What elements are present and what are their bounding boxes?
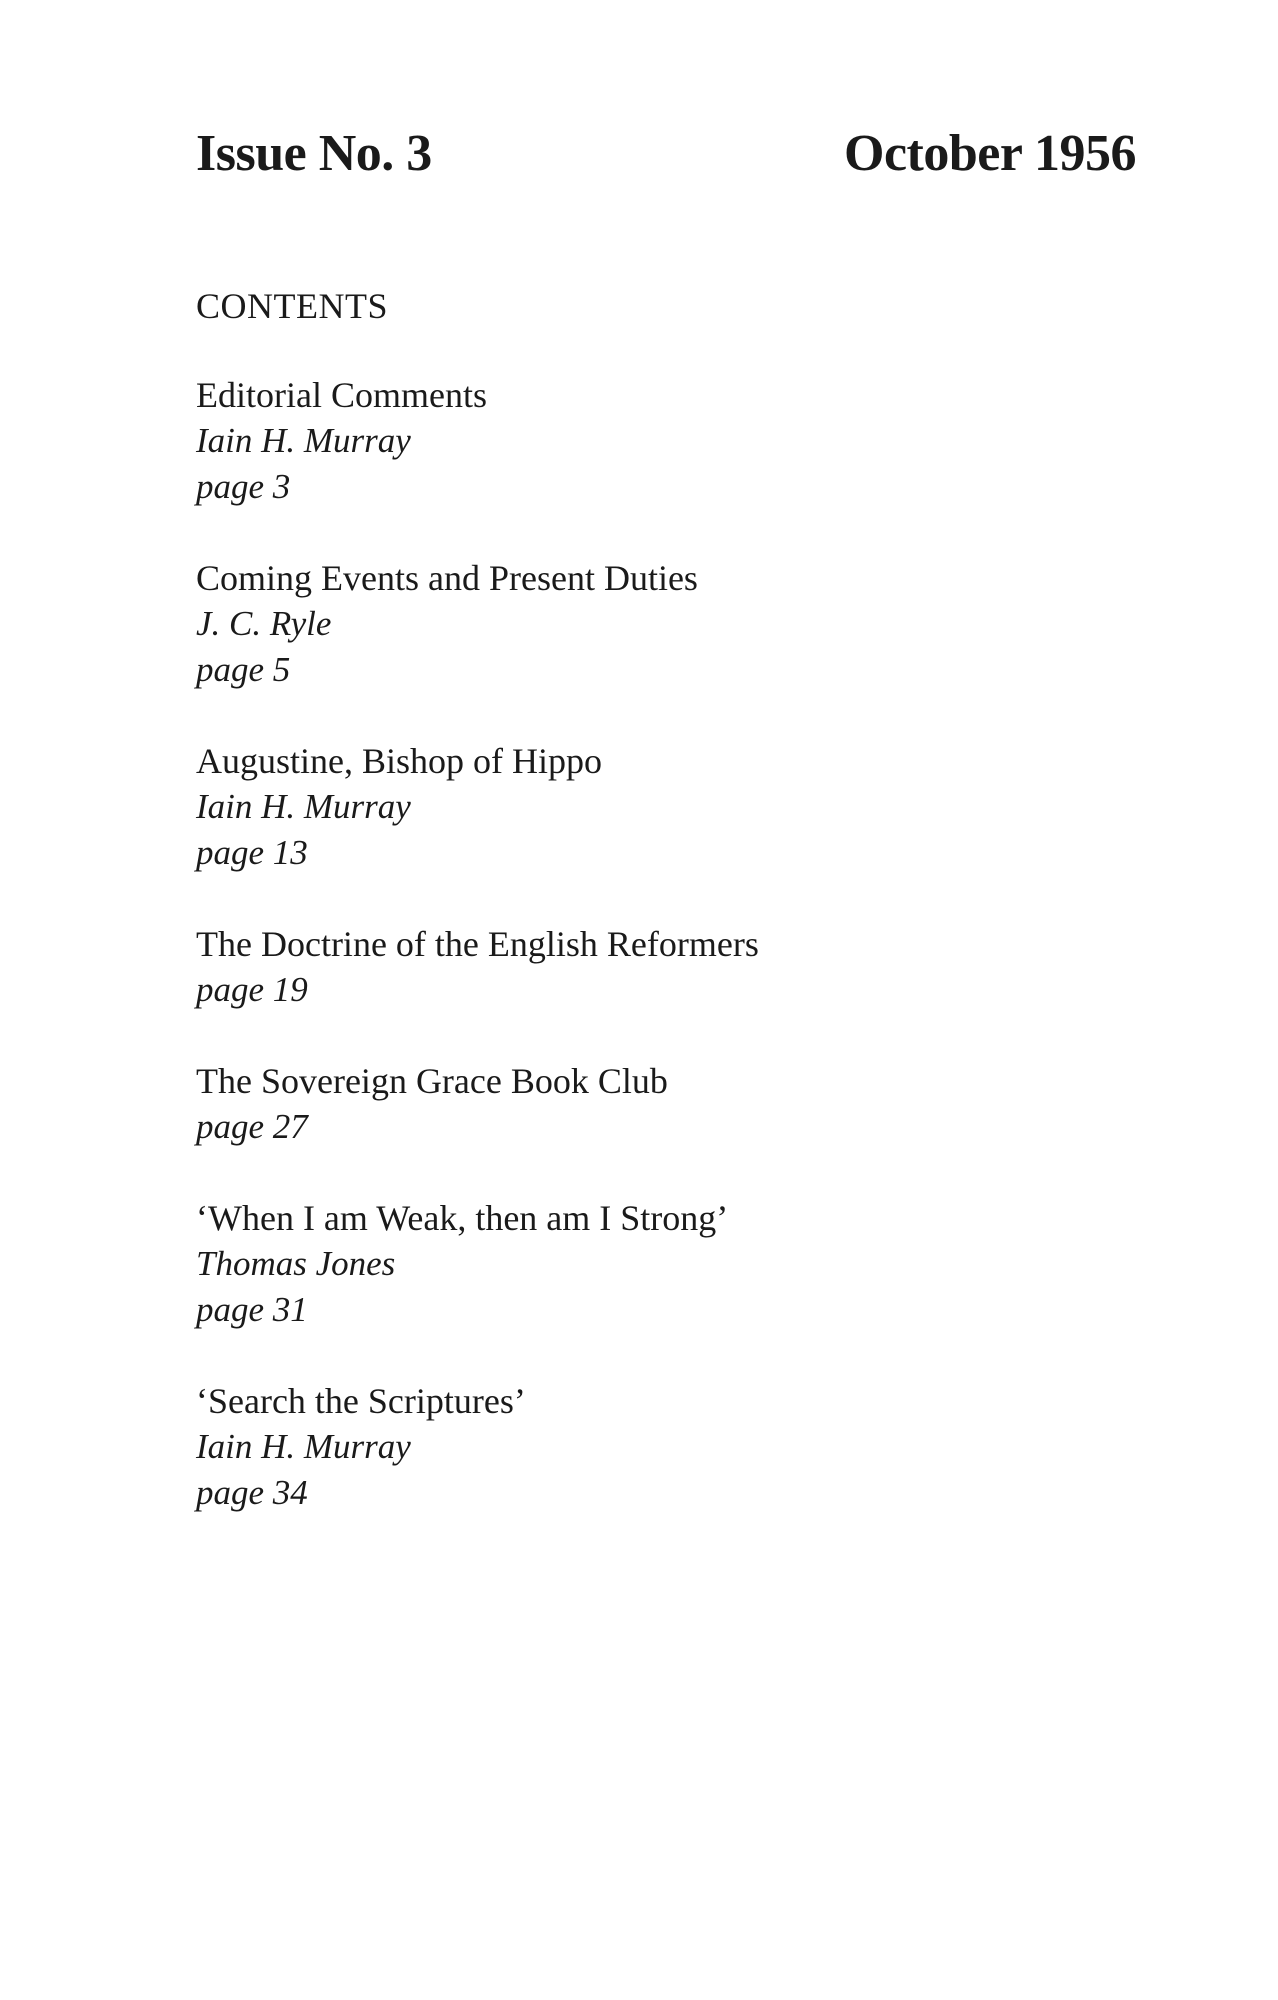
entry-page: page 19 (196, 970, 308, 1009)
entry-title: ‘Search the Scriptures’ (196, 1381, 526, 1421)
entry-title: Coming Events and Present Duties (196, 558, 698, 598)
entry-page: page 34 (196, 1473, 308, 1512)
entry-page: page 27 (196, 1107, 308, 1146)
entry-page: page 3 (196, 467, 291, 506)
issue-number: Issue No. 3 (196, 125, 432, 182)
contents-list (196, 372, 1096, 1561)
issue-date: October 1956 (844, 125, 1136, 182)
entry-author: Iain H. Murray (196, 1427, 411, 1466)
contents-entry (196, 555, 1096, 693)
entry-title: The Sovereign Grace Book Club (196, 1061, 668, 1101)
entry-author: Thomas Jones (196, 1244, 396, 1283)
contents-entry (196, 1378, 1096, 1516)
contents-entry (196, 921, 1096, 1013)
entry-author: Iain H. Murray (196, 421, 411, 460)
entry-title: Augustine, Bishop of Hippo (196, 741, 603, 781)
entry-title: ‘When I am Weak, then am I Strong’ (196, 1198, 729, 1238)
entry-page: page 5 (196, 650, 291, 689)
entry-title: Editorial Comments (196, 375, 487, 415)
contents-entry (196, 738, 1096, 876)
entry-author: J. C. Ryle (196, 604, 332, 643)
contents-entry (196, 1195, 1096, 1333)
entry-title: The Doctrine of the English Reformers (196, 924, 759, 964)
page-header (196, 125, 1136, 182)
entry-author: Iain H. Murray (196, 787, 411, 826)
contents-entry (196, 1058, 1096, 1150)
entry-page: page 31 (196, 1290, 308, 1329)
contents-heading: CONTENTS (196, 286, 388, 326)
entry-page: page 13 (196, 833, 308, 872)
contents-entry (196, 372, 1096, 510)
